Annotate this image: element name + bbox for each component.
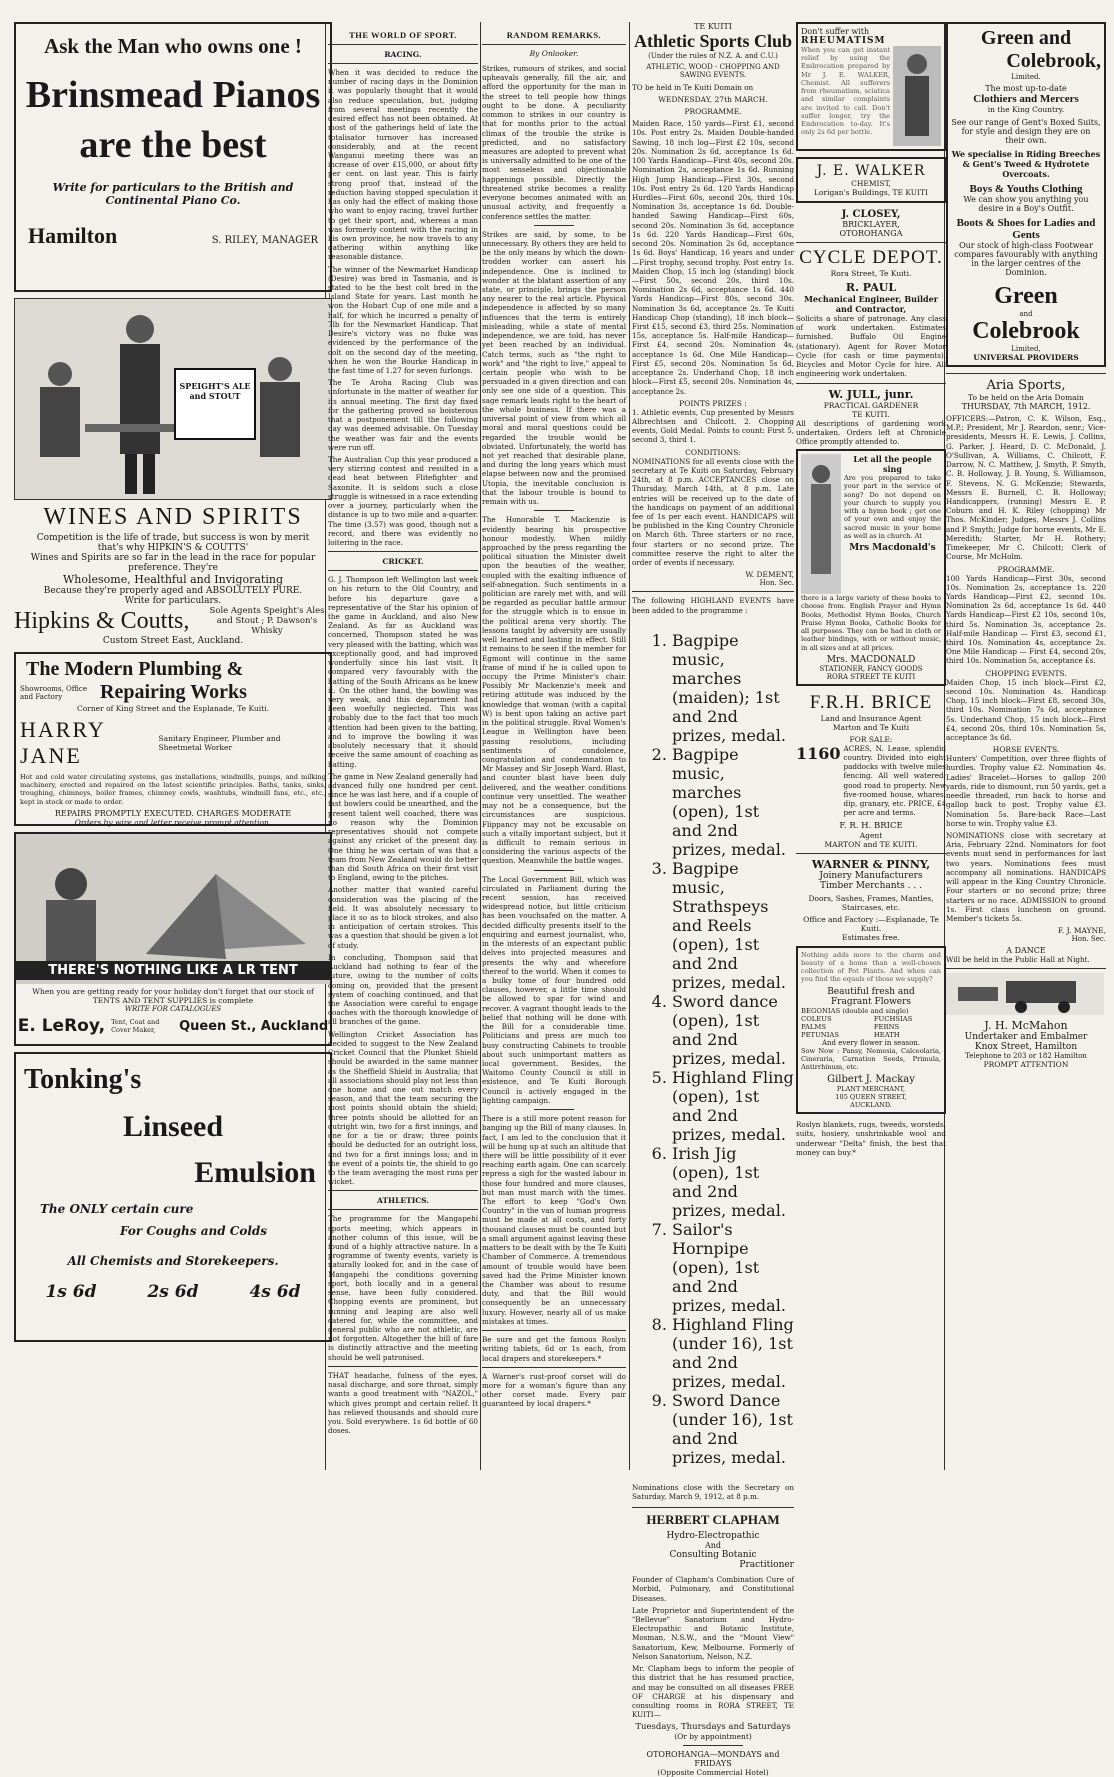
racing-para-2: The winner of the Newmarket Handicap (Desire) was bred in Tasmania, and is stated to be the best colt bred in the Island State for years. Last month he won the Hobart Cup of one mile and a half, for which he incurred a penalty of 7lb for the Newmarket Handicap. That Desire's victory was no fluke was evidenced by the performance of the colt on the second day of the meeting, when he won the Bourke Handicap in the fast time of 1.27 for seven furlongs.: [328, 264, 478, 375]
clapham-ad: [632, 1512, 794, 1777]
aria-horse: Hunters' Competition, over three flights of hurdles. Trophy value £2. Nomination 4s. Ladies' Bracelet—Horses to gallop 200 yards, ride to dismount, run 50 yards, get a needle threaded, run back to horse and gallop back to post. Trophy value £3. Nomination 5s. Bare-back Race—Last horse to win. Trophy value £3.: [946, 754, 1106, 828]
cricket-heading: CRICKET.: [382, 557, 424, 567]
brinsmead-title-2: are the best: [79, 124, 267, 166]
plant-item: PALMS: [801, 1022, 826, 1031]
clapham-appointment: (Or by appointment): [674, 1732, 752, 1742]
closey-role: BRICKLAYER,: [842, 220, 900, 229]
nazol-ad: THAT headache, fulness of the eyes, nasal discharge, and sore throat, simply wants a good treatment with "NAZOL," which gives prompt and certain relief. It has relieved thousands and should cure you. Sold everywhere. 1s 6d bottle of 60 doses.: [328, 1370, 478, 1436]
closey-name: J. CLOSEY,: [841, 209, 901, 220]
mcmahon-name: J. H. McMahon: [984, 1019, 1068, 1033]
remarks-para-3: The Honorable T. Mackenzie is evidently bearing his prospective honour modestly. When mildly approached by the press regarding the political situation the Minister dwelt upon the beauties of the weather, coupled with the exalting influence of self-abnegation. Such sentiments in a politician are rarely met with, and will be regarded as peculiar battle armour for the struggle which is to ensue in the political arena very shortly. The lessons taught by adversity are usually well learned and lasting in effect. Still it remains to be seen if the member for Egmont will continue in the same frame of mind if he is called upon to occupy the Prime Minister's chair. Possibly Mr Mackenzie's meek and retiring attitude was induced by the knowledge that woman (with a capital W) is bent upon taking an active part in the political struggle. Rival Women's League in Wellington have been passing resolutions, including sentiments of condolence, congratulation and condemnation to Mr Massey and Sir Joseph Ward. Blast, and counter blast have been duly delivered, and the weather conditions continue very unsettled. The weather may not be a consequence, but the circumstances are suspicious. Flippancy may not be excusable on such a vitally important subject, but it is difficult to remain serious in considering the various aspects of the question. Meanwhile the battle wages.: [482, 515, 626, 866]
warner-office: Office and Factory :—Esplanade, Te Kuiti.: [803, 914, 939, 933]
paul-role: Mechanical Engineer, Builder and Contractor,: [804, 294, 938, 314]
wines-line-3: Wines and Spirits are so far in the lead in the race for popular preference. They're: [30, 553, 316, 573]
gc-name-2: Colebrook: [972, 318, 1080, 344]
highland-event: 1. Bagpipe music, marches (maiden); 1st and 2nd prizes, medal.: [672, 631, 794, 745]
mcmahon-address: Knox Street, Hamilton: [974, 1042, 1078, 1053]
aria-officers: OFFICERS:—Patron, C. K. Wilson, Esq., M.P.; President, Mr J. Reardon, senr.; Vice-presidents, Messrs H. E. Lewis, J. Collins, G. Parker, J. Heard, D. C. McDonald, J. O'Sullivan, A. Williams, C. Chilcott, F. Darrow, N. C. Matthew, J. Smyth, P. Smyth, C. B. Holloway, J. B. Young, S. Williamson, F. Stevens, N. G. McKenzie; Stewards, Messrs E. Burnell, C. B. Holloway; Handicappers, (running) Messrs E. P. Coburn and H. K. Riley (chopping) Mr Thos. McKinder; Judges, Messrs J. Collins and P. Smyth; Judge for horse events, Mr E. Meredith; Starter, Mr H. Rothery; Timekeeper, Mr C. Chilcott; Clerk of Course, Mr McHolm.: [946, 414, 1106, 562]
plant-item: PETUNIAS: [801, 1030, 839, 1039]
warner-corset-note: A Warner's rust-proof corset will do more for a woman's figure than any other corset made. Every pair guaranteed by local drapers.*: [482, 1371, 626, 1409]
aria-secretary: Hon. Sec.: [1071, 935, 1106, 944]
cricket-para-4: In concluding, Thompson said that Auckland had nothing to fear of the future, owing to the number of colts coming on, provided that the present system of coaching continued, and that the Association were careful to engage coaches with the thorough knowledge of all branches of the game.: [328, 952, 478, 1027]
mackay-role: PLANT MERCHANT,: [836, 1085, 906, 1094]
mackay-sow: Sow Now : Pansy, Nemesia, Calceolaria, Cineraria, Carnation Seeds, Primula, Antirrhinum, etc.: [801, 1046, 941, 1071]
racing-heading: RACING.: [384, 50, 422, 59]
column-rule: [480, 22, 481, 1470]
athletics-heading: ATHLETICS.: [377, 1196, 429, 1206]
club-events: ATHLETIC, WOOD - CHOPPING AND SAWING EVENTS.: [646, 63, 780, 79]
club-signature: W. DEMENT,: [745, 570, 794, 580]
speights-sign: SPEIGHT'S ALE and STOUT: [179, 381, 251, 401]
mackay-title-2: Fragrant Flowers: [830, 996, 912, 1007]
brice-agent: Agent: [859, 830, 883, 840]
aria-chopping-heading: CHOPPING EVENTS.: [985, 668, 1067, 678]
paul-name: R. PAUL: [845, 281, 897, 294]
rheum-title-1: Don't suffer with: [801, 27, 870, 36]
warner-pinny-name: WARNER & PINNY,: [811, 857, 931, 871]
highland-event: 5. Highland Fling (open), 1st and 2nd prizes, medal.: [672, 1068, 794, 1144]
cycle-depot-title: CYCLE DEPOT.: [799, 247, 943, 268]
macdonald-ad: [796, 449, 946, 686]
gc-best: The most up-to-date: [985, 84, 1067, 93]
closey-town: OTOROHANGA: [839, 229, 903, 238]
random-remarks-heading: RANDOM REMARKS.: [506, 30, 602, 40]
column-3: [482, 22, 626, 1470]
column-2: [328, 22, 478, 1470]
aria-programme: 100 Yards Handicap—First 30s, second 10s. Nomination 2s, acceptance 1s. 220 Yards Handicap—First £2, second 10s. Nomination 2s 6d, acceptance 1s 6d. 440 Yards Handicap—First £2 10s, second 10s, third 5s. Nomination 3s, acceptance 2s. Half-mile Handicap — First £3, second £1, third 10s. Nomination 4s, acceptance 2s. One Mile Handicap — First £4, second 20s, third 10s. Nomination 5s, acceptance £s.: [946, 573, 1106, 666]
brinsmead-title: Brinsmead Pianos: [25, 74, 321, 116]
club-programme-heading: PROGRAMME.: [684, 107, 742, 117]
racing-para-1: When it was decided to reduce the number of racing days in the Dominion it was popularly thought that it would also reduce speculation, but, judging from several meetings recently the desired effect has not been obtained. At most of the gatherings held of late the totalisator turnover has increased considerably, and at the recent Wanganui meeting there was an increase of over £15,000, or about fifty per cent. on last year. This is fairly strong proof that, instead of the reduction having stopped speculation it has only had the effect of making those who want to enjoy racing, travel further to get their sport, and, whereas a man was formerly content with the racing in his own province, he now travels to any gathering within anything like reasonable distance.: [328, 68, 478, 262]
gc-title-2: Colebrook,: [1006, 50, 1101, 72]
highland-event: 8. Highland Fling (under 16), 1st and 2nd prizes, medal.: [672, 1315, 794, 1391]
te-kuiti-label: TE KUITI: [694, 22, 732, 31]
plumbing-title: The Modern Plumbing &: [26, 658, 244, 680]
tonking-cure: The ONLY certain cure: [40, 1202, 194, 1216]
jull-body: All descriptions of gardening work undertaken. Orders left at Chronicle Office promptly attended to.: [796, 418, 946, 446]
jull-town: TE KUITI.: [852, 409, 890, 419]
warner-goods: Doors, Sashes, Frames, Mantles, Staircases, etc.: [808, 893, 934, 912]
tonking-for: For Coughs and Colds: [120, 1224, 268, 1238]
walker-address: Lorigan's Buildings, TE KUITI: [814, 188, 928, 197]
macd-body: Are you prepared to take your part in the service of song? Do not depend on your church to supply you with a hymn book ; get one of your own and enjoy the sacred music in your home as well as in church. At: [844, 474, 941, 540]
rheumatism-sufferer-image: [893, 46, 941, 146]
brinsmead-top: Ask the Man who owns one !: [44, 34, 302, 58]
athletics-para: The programme for the Mangapehi sports meeting, which appears in another column of this issue, will be found of a highly attractive nature. In a programme of twenty events, variety is naturally looked for, and in the case of Mangapehi the conditions governing sport, both locally and in a general sense, have been fully considered. Chopping events are prominent, but running and leaping are also well catered for, while the committee, and general public who are not athletic, are not forgotten. Altogether the bill of fare is distinctly attractive and the meeting should be well patronised.: [328, 1214, 478, 1362]
gc-boots: Boots & Shoes for Ladies and Gents: [956, 217, 1096, 241]
mackay-city: AUCKLAND.: [850, 1101, 892, 1110]
points-prizes-heading: POINTS PRIZES :: [679, 398, 747, 408]
mackay-intro: Nothing adds more to the charm and beauty of a home than a well-chosen collection of Pot Plants. And when can you find the equals of those we supply?: [801, 950, 941, 984]
gc-providers: UNIVERSAL PROVIDERS: [973, 353, 1079, 362]
aria-nominations: NOMINATIONS close with secretary at Aria, February 22nd. Nominators for foot events must send in performances for last two years. Nominations fees must accompany all nominations. HANDICAPS will appear in the King Country Chronicle. Four starters or no second prize; three starters or no race. ADMISSION to ground 1s. First class luncheon on ground. Member's tickets 5s.: [946, 830, 1106, 923]
plumbing-repairs: REPAIRS PROMPTLY EXECUTED. CHARGES MODERATE: [54, 808, 292, 818]
hipkins-address: Custom Street East, Auckland.: [102, 636, 244, 646]
clapham-title-3: Practitioner: [739, 1560, 794, 1571]
highland-event: 6. Irish Jig (open), 1st and 2nd prizes, medal.: [672, 1144, 794, 1220]
brice-acres-number: 1160: [796, 743, 841, 763]
tent-banner: THERE'S NOTHING LIKE A LR TENT: [16, 961, 330, 980]
mackay-title-1: Beautiful fresh and: [827, 986, 915, 997]
club-held: TO be held in Te Kuiti Domain on: [632, 83, 754, 92]
brinsmead-city: Hamilton: [28, 223, 118, 248]
macd-name-script: Mrs Macdonald's: [849, 543, 936, 554]
leroy-address: Queen St., Auckland: [179, 1018, 329, 1034]
highland-event: 7. Sailor's Hornpipe (open), 1st and 2nd prizes, medal.: [672, 1220, 794, 1315]
clapham-and: And: [704, 1541, 722, 1551]
conditions: NOMINATIONS for all events close with the secretary at Te Kuiti on Saturday, February 24th, at 8 p.m. ACCEPTANCES close on Thursday, March 14th, at 8 p.m. Late entries will be received up to the date of the handicaps on payment of an additional fee of 1s per each event. HANDICAPS will be published in the King Country Chronicle on March 6th. Three starters or no race, four starters or no second prize. The committee reserve the right to alter the order of events if necessary.: [632, 456, 794, 568]
wines-title: WINES AND SPIRITS: [43, 504, 303, 530]
gc-clothiers: Clothiers and Mercers: [973, 93, 1079, 105]
gc-body: See our range of Gent's Boxed Suits, for style and design they are on their own.: [951, 118, 1101, 145]
brice-for-sale: FOR SALE:: [849, 734, 893, 744]
highland-intro: The following HIGHLAND EVENTS have been added to the programme :: [632, 596, 794, 615]
roslyn-tablets-note: Be sure and get the famous Roslyn writing tablets, 6d or 1s each, from local drapers and storekeepers.*: [482, 1335, 626, 1363]
clapham-hotel: (Opposite Commercial Hotel): [657, 1768, 769, 1777]
brinsmead-manager: S. RILEY, MANAGER: [211, 235, 318, 246]
rheum-body: When you can get instant relief by using the Embrocation prepared by Mr J. E. WALKER, Chemist. All sufferers from rheumatism, sciatica and similar complaints are invited to call. Don't suffer longer, try the Embrocation to-day. It's only 2s 6d per bottle.: [801, 46, 890, 137]
mcmahon-telephone: Telephone to 203 or 182 Hamilton: [965, 1052, 1087, 1061]
macd-role: STATIONER, FANCY GOODS: [819, 664, 923, 673]
points-prizes: 1. Athletic events, Cup presented by Messrs Albrechtsen and Chilcott. 2. Chopping events, Gold Medal. Points to count: First 5, second 3, third 1.: [632, 407, 794, 445]
highland-event: 3. Bagpipe music, Strathspeys and Reels (open), 1st and 2nd prizes, medal.: [672, 859, 794, 992]
plumbing-title-2: Repairing Works: [100, 681, 247, 703]
tonking-ad: [14, 1052, 332, 1342]
column-5: [796, 22, 946, 1470]
aria-horse-heading: HORSE EVENTS.: [992, 745, 1060, 755]
wine-illustration: [14, 298, 332, 500]
harry-jane-name: HARRY JANE: [20, 717, 105, 768]
jull-role: PRACTICAL GARDENER: [823, 400, 919, 410]
clapham-body-1: Founder of Clapham's Combination Cure of Morbid, Pulmonary, and Constitutional Diseases.: [632, 1575, 794, 1603]
cycle-address: Rora Street, Te Kuiti.: [830, 269, 912, 278]
plant-item: COLEUS: [801, 1014, 832, 1023]
clapham-days: Tuesdays, Thursdays and Saturdays: [635, 1722, 791, 1733]
hearse-image: [946, 973, 1104, 1015]
macd-list: there is a large variety of these books to choose from. English Prayer and Hymn Books, Methodist Hymn Books, Church Praise Hymn Books, Catholic Books for all purposes. They can be had in cloth or leather bindings, with or without music, in all sizes and at all prices.: [801, 594, 941, 652]
highland-close: Nominations close with the Secretary on Saturday, March 9, 1912, at 8 p.m.: [632, 1482, 794, 1501]
aria-programme-heading: PROGRAMME.: [997, 564, 1055, 574]
gc-boys-body: We can show you anything you desire in a Boy's Outfit.: [963, 195, 1089, 213]
aria-dance: A DANCE: [1006, 946, 1046, 956]
plumbing-corner: Corner of King Street and the Esplanade, Te Kuiti.: [77, 704, 269, 713]
clapham-name: HERBERT CLAPHAM: [646, 1512, 780, 1528]
aria-dance-body: Will be held in the Public Hall at Night.: [946, 955, 1090, 965]
highland-event: 2. Bagpipe music, marches (open), 1st and 2nd prizes, medal.: [672, 745, 794, 859]
mcmahon-role: Undertaker and Embalmer: [964, 1032, 1088, 1043]
brice-name-2: F. R. H. BRICE: [839, 820, 903, 831]
walker-name: J. E. WALKER: [816, 163, 926, 179]
warner-estimates: Estimates free.: [842, 932, 900, 942]
wines-line-5: Because they're properly aged and ABSOLUTELY PURE.: [43, 586, 303, 596]
column-rule: [629, 22, 630, 1470]
leroy-name: E. LeRoy,: [17, 1016, 106, 1036]
rheum-title-2: RHEUMATISM: [801, 36, 886, 46]
clapham-body-2: Late Proprietor and Superintendent of the "Bellevue" Sanatorium and Hydro-Electropathic and Botanic Institute, Mosman, N.S.W., and the "Mount View" Sanatorium, Kew, Melbourne. Formerly of Nelson Sanatorium, Nelson, N.Z.: [632, 1605, 794, 1661]
macd-heading: Let all the people sing: [853, 454, 932, 475]
brice-towns-2: MARTON and TE KUITI.: [824, 839, 918, 849]
clapham-title-2: Consulting Botanic: [669, 1550, 757, 1561]
column-1: [14, 22, 332, 1348]
wines-line-1: Competition is the life of trade, but success is won by merit: [36, 533, 310, 543]
leroy-trade: Tent, Coat and Cover Maker,: [111, 1018, 160, 1034]
club-date: WEDNESDAY, 27th MARCH.: [658, 95, 768, 105]
tonking-title-2: Linseed: [122, 1110, 224, 1143]
plant-list: [801, 1007, 941, 1039]
tonking-title-3: Emulsion: [194, 1156, 316, 1189]
aria-signature: F. J. MAYNE,: [1057, 926, 1106, 936]
aria-held: To be held on the Aria Domain: [968, 393, 1084, 402]
plant-item: HEATH: [873, 1030, 900, 1039]
plumbing-body: Hot and cold water circulating systems, gas installations, windmills, pumps, and milking machinery, erected and repaired on the latest scientific principles. Baths, tanks, sinks, troughing, chimneys, boiler frames, chimney cowls, washtubs, windmill fans, etc., etc., kept in stock or made to order.: [20, 773, 326, 806]
byline: By Onlooker.: [529, 49, 579, 58]
racing-para-3: The Te Aroha Racing Club was unfortunate in the matter of weather for its annual meeting. The first day fixed for the gathering proved so boisterous that a postponement till the following day was deemed advisable. On Tuesday the weather was fair and the events were run off.: [328, 378, 478, 452]
tonking-title: Tonking's: [24, 1064, 142, 1095]
cricket-para-1: G. J. Thompson left Wellington last week on his return to the Old Country, and before his departure gave a representative of the Star his opinion of the game in Auckland, and also New Zealand. As far as Auckland was concerned, Thompson stated he was very pleased with the batting, which was exceptionally good, and had improved wonderfully since his last visit. It compared very favourably with the batting of the South Africans as he knew it. On the other hand, the bowling was very weak, and this department had been woefully neglected. This was probably due to the fact that too much attention had been given to the batting, and to improve the bowling it was absolutely necessary that it should receive the same amount of coaching as batting.: [328, 575, 478, 769]
cricket-para-2: The game in New Zealand generally had advanced fully one hundred per cent. since he was last here, and if a couple of fast bowlers could be unearthed, and the present talent well coached, there was no reason why the Dominion representatives should not compete against any cricket of the present day. One thing he was certain of was that a team from New Zealand would do better than did South Africa on their first visit to England, owing to the pitches.: [328, 771, 478, 883]
plant-item: FUCHSIAS: [873, 1014, 913, 1023]
warner-role: Joinery Manufacturers: [819, 870, 923, 881]
mackay-ad: [796, 946, 946, 1115]
gc-limited: Limited.: [1011, 73, 1041, 81]
remarks-para-1: Strikes, rumours of strikes, and social upheavals generally, fill the air, and afford the opportunity for the man in the street to tell people how things ought to be done. A peculiarity common to strikes in our country is that for months prior to the actual climax of the trouble the strike is predicted, and no satisfactory measures are adopted to prevent what is universally admitted to be one of the most senseless and objectionable happenings possible. Directly the threatened strike becomes a reality everyone becomes animated with an unusual activity, and frequently a conference settles the matter.: [482, 64, 626, 221]
leroy-tent-ad: [14, 832, 332, 1046]
conditions-heading: CONDITIONS:: [685, 447, 741, 457]
brice-name: F.R.H. BRICE: [809, 691, 933, 713]
green-colebrook-ad: [946, 22, 1106, 367]
hipkins-coutts-ad: [14, 504, 332, 646]
macd-address: RORA STREET TE KUITI: [826, 672, 916, 681]
singer-image: [801, 454, 841, 594]
column-6: [946, 22, 1106, 1470]
gc-king-country: in the King Country.: [987, 105, 1065, 114]
brinsmead-ad: [14, 22, 332, 292]
roslyn-blankets-note: Roslyn blankets, rugs, tweeds, worsteds, suits, hosiery, unshrinkable wool and underwear "Delta" finish, the best that money can buy.*: [796, 1120, 946, 1157]
mackay-every: And every flower in season.: [821, 1038, 921, 1047]
tent-line-2: WRITE FOR CATALOGUES: [124, 1005, 222, 1013]
brice-towns: Marton and Te Kuiti: [832, 722, 910, 732]
clapham-otorohanga: OTOROHANGA—MONDAYS and FRIDAYS: [646, 1750, 780, 1769]
cricket-para-5: Wellington Cricket Association has decided to suggest to the New Zealand Cricket Council that the Plunket Shield should be awarded in the same manner as the Sheffield Shield in Australia; that all associations should play not less than one home and one out match every season, and that the team securing the most points should obtain the shield; three points should be allotted for an outright win, two for a first innings, and one for a tie or draw; three points should be deducted for an outright loss, and two for a first innings loss; and in the event of a points tie, the shield to go to the team averaging the most runs per wicket.: [328, 1029, 478, 1187]
wines-line-4: Wholesome, Healthful and Invigorating: [63, 573, 283, 586]
tonking-price-3: 4s 6d: [249, 1282, 301, 1302]
macd-name: Mrs. MACDONALD: [826, 654, 916, 665]
club-secretary: Hon. Sec.: [759, 579, 794, 588]
rheumatism-ad: [796, 22, 946, 151]
tent-line-1: When you are getting ready for your holiday don't forget that our stock of TENTS AND TENT SUPPLIES is complete: [32, 987, 314, 1005]
gc-speciality: We specialise in Riding Breeches & Gent's Tweed & Hydrotete Overcoats.: [951, 149, 1101, 179]
gc-and: and: [1019, 310, 1033, 318]
cycle-body: Solicits a share of patronage. Any class of work undertaken. Estimates furnished. Buffalo Oil Engine (stationary). Agent for Rover Motor Cycle (for cash or time payments). Bicycles and Motor Cycle for hire. All engineering work undertaken.: [796, 314, 946, 379]
walker-ad: [796, 157, 946, 203]
remarks-para-4: The Local Government Bill, which was circulated in Parliament during the recent session, has received widespread notice, but little criticism has been vouchsafed on the matter. A decided difficulty presents itself to the enquiring and earnest journalist, who, in the interests of an expectant public delves into projected measures and presents the why and wherefore thereof to the world. When it comes to a bulky tome of four hundred odd clauses, however, a little time should be allowed to spar for wind and recover. A vagrant thought leads to the belief that nothing will be done with the Bill for a considerable time. Politicians and press are much too busy constructing Cabinets to trouble about such unimportant matters as local government. Besides, the Waitomo County Council is still in existence, and Te Kuiti Borough Council is actively engaged in the lighting campaign.: [482, 874, 626, 1105]
mackay-name: Gilbert J. Mackay: [827, 1074, 915, 1086]
mackay-address: 105 QUEEN STREET,: [835, 1093, 907, 1102]
gc-boots-body: Our stock of high-class Footwear compares favourably with anything in the larger centres of the Dominion.: [954, 241, 1098, 277]
harry-jane-trade: Sanitary Engineer, Plumber and Sheetmetal Worker: [158, 734, 281, 752]
club-programme: Maiden Race, 150 yards—First £1, second 10s. Post entry 2s. Maiden Double-handed Sawing, 18 inch log—First £2 10s, second 20s. Nomination 2s 6d, acceptance 1s 6d. 100 Yards Handicap—First 40s, second 20s. Nomination 2s, acceptance 1s 6d. Running High Jump Handicap—First 30s, second 10s. Post entry 2s 6d. 120 Yards Handicap Hurdles—First 60s, second 20s, third 10s. Nomination 3s, acceptance 1s 6d. Double-handed Sawing Handicap—First 60s, second 20s. Nomination 3s 6d, acceptance 1s 6d. 220 Yards Handicap—First 60s, second 20s. Nomination 2s 6d, acceptance 1s 6d. Boys' Handicap, 16 years and under—First trophy, second trophy. Post entry 1s. Maiden Chop, 15 inch log (standing) block—First 50s, second 20s, third 10s. Nomination 2s 6d, acceptance 1s 6d. 440 Yards Handicap—First 80s, second 30s. Nomination 3s 6d, acceptance 2s. Te Kuiti Handicap Chop (standing), 18 inch block—First £15, second £3, third 25s. Nomination 15s, acceptance 5s. Half-mile Handicap—First £4, second 20s. Nomination 4s, acceptance 1s 6d. One Mile Handicap—First £5, second 20s. Nomination 5s 6d, acceptance 2s. Underhand Chop, 18 inch block—First £5, second 20s. Nomination 4s, acceptance 2s.: [632, 119, 794, 396]
column-4: [632, 22, 794, 1777]
brinsmead-write: Write for particulars to the British and Continental Piano Co.: [52, 181, 294, 207]
mcmahon-prompt: PROMPT ATTENTION: [983, 1060, 1069, 1070]
club-rules: (Under the rules of N.Z. A. and C.U.): [648, 52, 778, 60]
tent-illustration: [16, 834, 330, 984]
aria-chopping: Maiden Chop, 15 inch block—First £2, second 10s. Nomination 4s. Handicap Chop, 15 inch block—First £8, second 30s, third 10s. Nomination 7s 6d, acceptance 5s. Underhand Chop, 15 inch block—First £4, second 20s, third 10s. Nomination 5s, acceptance 3s 6d.: [946, 677, 1106, 742]
tonking-price-2: 2s 6d: [147, 1282, 199, 1302]
gc-name-1: Green: [994, 283, 1058, 309]
highland-event: 9. Sword Dance (under 16), 1st and 2nd prizes, medal.: [672, 1391, 794, 1467]
hipkins-agents: Sole Agents Speight's Ales and Stout ; P. Dawson's Whisky: [209, 606, 325, 636]
clapham-body-3: Mr. Clapham begs to inform the people of this district that he has resumed practice, and may be consulted on all diseases FREE OF CHARGE at his dispensary and consulting rooms in RORA STREET, TE KUITI—: [632, 1664, 794, 1720]
plant-item: FERNS: [873, 1022, 900, 1031]
highland-event: 4. Sword dance (open), 1st and 2nd prizes, medal.: [672, 992, 794, 1068]
tonking-price-1: 1s 6d: [45, 1282, 97, 1302]
remarks-para-5: There is a still more potent reason for banging up the Bill of many clauses. In fact, I am led to the conclusion that it will be hung up at such an altitude that there will be little possibility of it ever reaching earth again. One can scarcely repress a sigh for the wasted labour in those four hundred and more clauses, but man must march with the times. The effort to keep "God's Own Country" in the van of human progress must be made at all costs, and forty thousand clauses must be counted but a small argument against leaving these matters to be dealt with by the Te Kuiti Chamber of Commerce. A tremendous amount of trouble would have been saved had the Prime Minister known the Chamber was about to resume duty, and that the Bill would consequently be an unnecessary luxury. However, nearly all of us make mistakes at times.: [482, 1114, 626, 1326]
plumbing-showrooms: Showrooms, Office and Factory: [20, 684, 87, 701]
hipkins-name: Hipkins & Coutts,: [14, 607, 190, 634]
walker-role: CHEMIST,: [851, 179, 891, 188]
brice-role: Land and Insurance Agent: [820, 713, 922, 723]
athletic-club-title: Athletic Sports Club: [633, 31, 792, 51]
wines-line-2: that's why HIPKIN'S & COUTTS': [97, 543, 249, 553]
gc-limited-2: Limited,: [1011, 345, 1041, 353]
clapham-title-1: Hydro-Electropathic: [666, 1531, 760, 1542]
gc-title-1: Green and: [980, 27, 1072, 49]
plant-item: BEGONIAS (double and single): [801, 1006, 909, 1015]
aria-date: THURSDAY, 7th MARCH, 1912.: [961, 402, 1091, 411]
sport-heading: THE WORLD OF SPORT.: [349, 30, 457, 40]
aria-title: Aria Sports,: [986, 378, 1066, 393]
brice-body: ACRES, N. Lease, splendid country. Divided into eight paddocks with twelve miles fencing. All well watered; good road to property. New five-roomed house, whares, dip, granary, etc. PRICE, £4 per acre and terms.: [843, 743, 946, 818]
gc-boys: Boys & Youths Clothing: [969, 183, 1083, 195]
remarks-para-2: Strikes are said, by some, to be unnecessary. By others they are held to be the only means by which the down-trodden worker can assert his independence. One is inclined to wonder at the blatant assertion of any state, or principle, brings the person any nearer to the real article. Physical independence is affected by so many influences that the term is entirely misleading, while a state of mental independence, we are told, has never yet been reached by an individual. Catch terms, such as "the right to work" and "the right to live," appeal to certain people who wish to be persuaded in a given direction and can only see one side of a question. This sage remark leads right to the heart of the whole business. If there was a universal point of view from which all moral and moral questions could be regarded the trouble would be obviated. Unfortunately, the world has not yet reached that desirable plane, and during the long years which must elapse between now and the promised Utopia, the inevitable conclusion is that the labour trouble is bound to remain with us.: [482, 229, 626, 507]
plumbing-orders: Orders by wire and letter receive prompt attention.: [74, 817, 272, 827]
highland-events-list: [632, 631, 794, 1467]
cricket-para-3: Another matter that wanted careful consideration was the placing of the field. It was absolutely necessary to place it so as to block strokes, and also in anticipation of certain strokes. This was a question that should be given a lot of study.: [328, 885, 478, 950]
wines-line-6: Write for particulars.: [124, 596, 222, 606]
jull-name: W. JULL, junr.: [828, 387, 914, 401]
racing-para-4: The Australian Cup this year produced a very stirring contest and resulted in a dead heat between Flitefighter and Saxonite. It is seldom such a close struggle is witnessed in a race extending over a journey, particularly when the distance is up to two mile and a-quarter. The time (3.57) was good, though not a record, and there was evidently no loitering in the race.: [328, 454, 478, 547]
plumbing-ad: [14, 652, 332, 826]
tonking-chemists: All Chemists and Storekeepers.: [67, 1254, 279, 1268]
wine-drinkers-image: [15, 299, 331, 499]
warner-role-2: Timber Merchants . . .: [820, 880, 922, 891]
